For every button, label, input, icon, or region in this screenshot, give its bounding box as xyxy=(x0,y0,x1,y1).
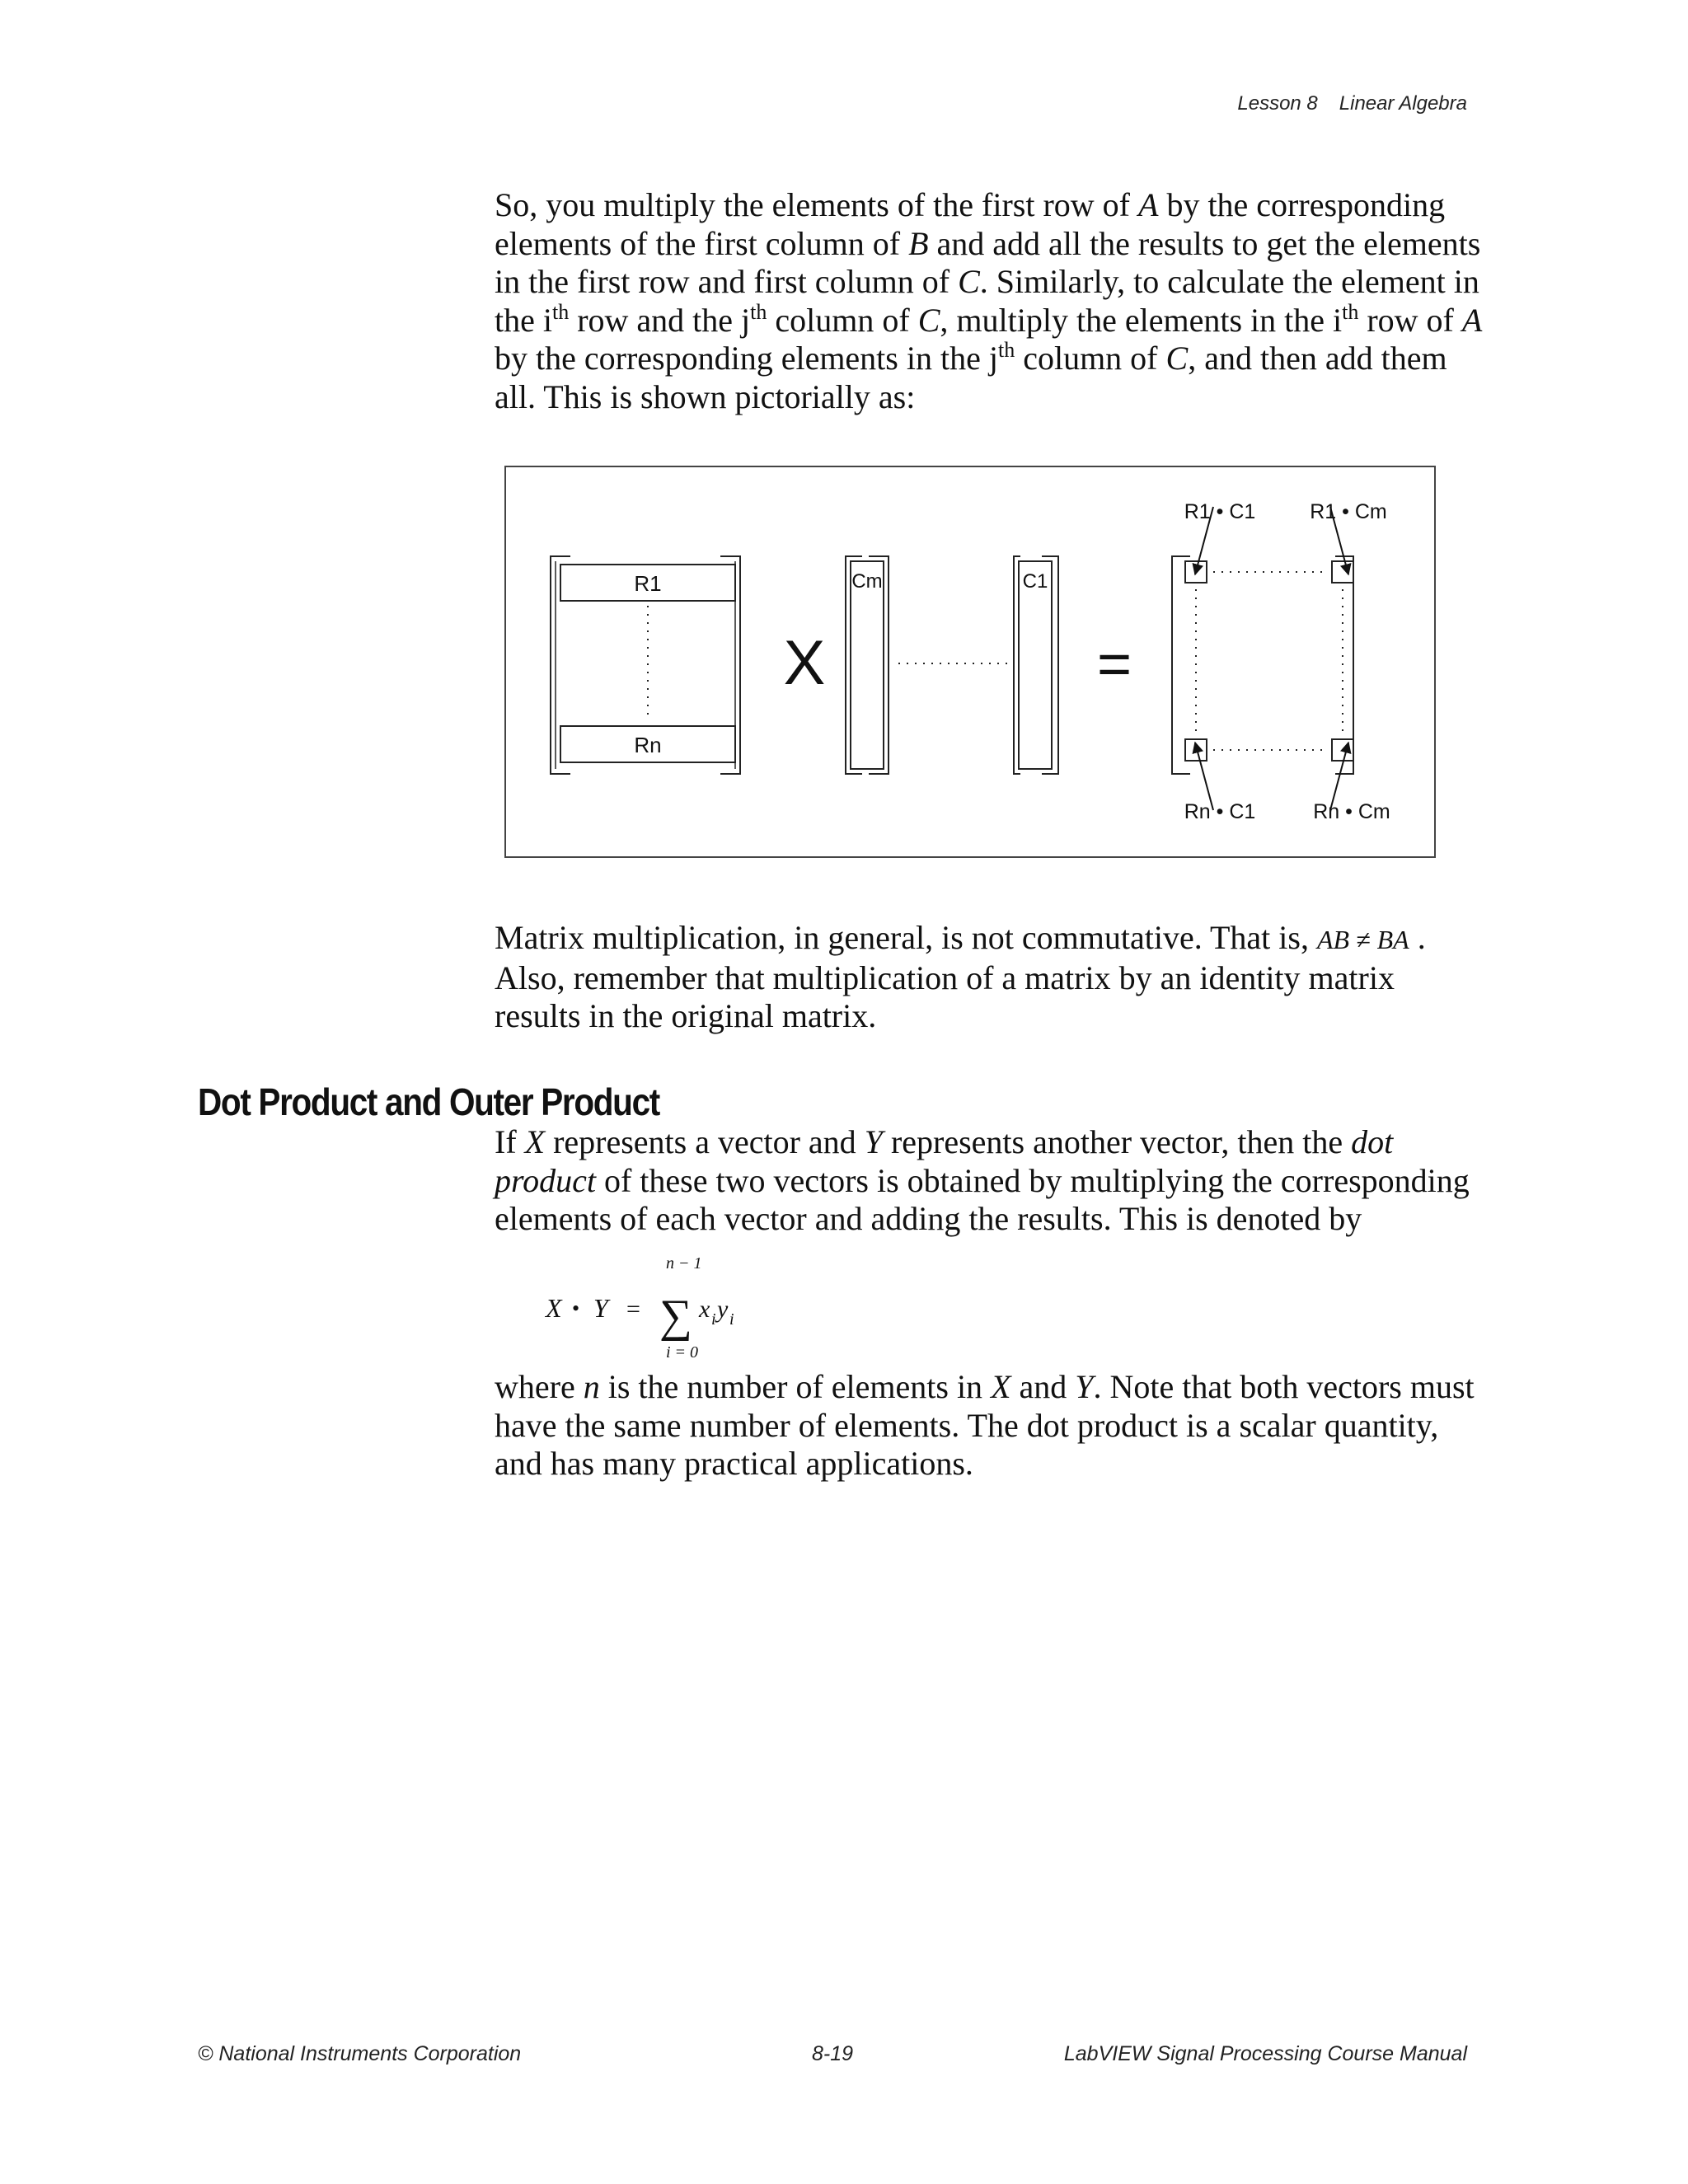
label-rnc1: Rn • C1 xyxy=(1184,800,1256,823)
footer-manual-title: LabVIEW Signal Processing Course Manual xyxy=(1063,2042,1467,2065)
matrix-diagram xyxy=(506,467,1437,860)
text-run: So, you multiply the elements of the first row of xyxy=(495,186,1138,223)
text-run: of these two vectors is obtained by multiplying the corresponding elements of each vector and adding the results. This is denoted by xyxy=(495,1161,1470,1237)
text-run: where xyxy=(495,1368,584,1405)
dot-product-formula xyxy=(544,1257,775,1364)
section-heading: Dot Product and Outer Product xyxy=(198,1080,659,1123)
text-run: . Also, remember that multiplication of a matrix by an identity matrix results in the original matrix. xyxy=(495,919,1426,1034)
paragraph-matrix-multiplication xyxy=(495,186,1484,416)
label-rn: Rn xyxy=(634,733,662,757)
label-c1: C1 xyxy=(1022,570,1048,593)
text-run: by the corresponding elements in the j xyxy=(495,340,998,377)
formula-equals: = xyxy=(626,1296,640,1323)
formula-lower-limit: i = 0 xyxy=(666,1343,699,1361)
formula-svg xyxy=(544,1257,775,1364)
formula-x: X xyxy=(546,1293,562,1323)
text-run: and add all the results to get the elements in the first row and first column of xyxy=(495,224,1481,300)
text-run: column of xyxy=(767,301,918,339)
matrix-a-right-bracket xyxy=(720,556,740,774)
term-dot-product: dot product xyxy=(495,1123,1394,1199)
text-run: is the number of elements in xyxy=(599,1368,992,1405)
header-title: Linear Algebra xyxy=(1339,92,1467,115)
var-a: A xyxy=(1138,186,1159,223)
text-run: row of xyxy=(1358,301,1462,339)
equals-symbol: = xyxy=(1096,631,1132,697)
paragraph-where-n xyxy=(495,1368,1484,1483)
text-run: Matrix multiplication, in general, is not commutative. That is, xyxy=(495,919,1317,956)
label-cm: Cm xyxy=(851,570,883,593)
text-run: row and the j xyxy=(569,301,751,339)
text-run: . Similarly, to calculate the element in the i xyxy=(495,263,1479,339)
label-r1: R1 xyxy=(634,571,662,596)
formula-sub-i: i xyxy=(711,1310,716,1329)
var-a: A xyxy=(1461,301,1483,339)
footer-page-number: 8-19 xyxy=(812,2042,854,2065)
var-n: n xyxy=(583,1368,600,1405)
cell-r1cm xyxy=(1332,561,1353,583)
matrix-c xyxy=(1172,556,1353,774)
label-rncm: Rn • Cm xyxy=(1313,800,1390,823)
inequality-expression: AB ≠ BA xyxy=(1316,925,1409,954)
superscript-th: th xyxy=(750,299,767,324)
text-run: , multiply the elements in the i xyxy=(940,301,1343,339)
formula-upper-limit: n − 1 xyxy=(666,1257,702,1272)
text-run: and xyxy=(1010,1368,1076,1405)
paragraph-dot-product xyxy=(495,1123,1484,1239)
superscript-th: th xyxy=(997,338,1015,362)
footer-copyright: © National Instruments Corporation xyxy=(198,2042,522,2065)
var-c: C xyxy=(917,301,940,339)
label-r1c1: R1 • C1 xyxy=(1184,500,1256,523)
header-lesson: Lesson 8 xyxy=(1237,92,1318,115)
paragraph-commutative xyxy=(495,919,1484,1036)
matrix-multiplication-figure xyxy=(504,466,1436,858)
text-run: represents a vector and xyxy=(545,1123,865,1160)
text-run: represents another vector, then the xyxy=(882,1123,1352,1160)
superscript-th: th xyxy=(1342,299,1359,324)
var-b: B xyxy=(908,224,929,262)
formula-x-term: x xyxy=(699,1296,710,1323)
var-y: Y xyxy=(864,1123,883,1160)
var-c: C xyxy=(1165,340,1189,377)
result-arrows xyxy=(1195,507,1348,810)
text-run: , and then add them all. This is shown pictorially as: xyxy=(495,340,1447,415)
var-x: X xyxy=(991,1368,1011,1405)
text-run: by the corresponding elements of the first column of xyxy=(495,186,1446,262)
var-x: X xyxy=(524,1123,546,1160)
times-symbol: X xyxy=(783,628,826,698)
superscript-th: th xyxy=(551,299,570,324)
formula-sub-i: i xyxy=(729,1310,734,1329)
formula-sigma: ∑ xyxy=(659,1291,692,1342)
label-r1cm: R1 • Cm xyxy=(1310,500,1387,523)
formula-y-term: y xyxy=(717,1296,729,1323)
formula-dot: • xyxy=(572,1296,580,1320)
var-y: Y xyxy=(1075,1368,1094,1405)
running-header xyxy=(1237,92,1467,115)
text-run: . Note that both vectors must have the same number of elements. The dot product is a scalar quantity, and has many practical applications. xyxy=(495,1368,1475,1482)
text-run: If xyxy=(495,1123,525,1160)
formula-y: Y xyxy=(593,1293,608,1323)
var-c: C xyxy=(958,263,980,300)
cell-rncm xyxy=(1332,739,1353,761)
text-run: column of xyxy=(1015,340,1166,377)
